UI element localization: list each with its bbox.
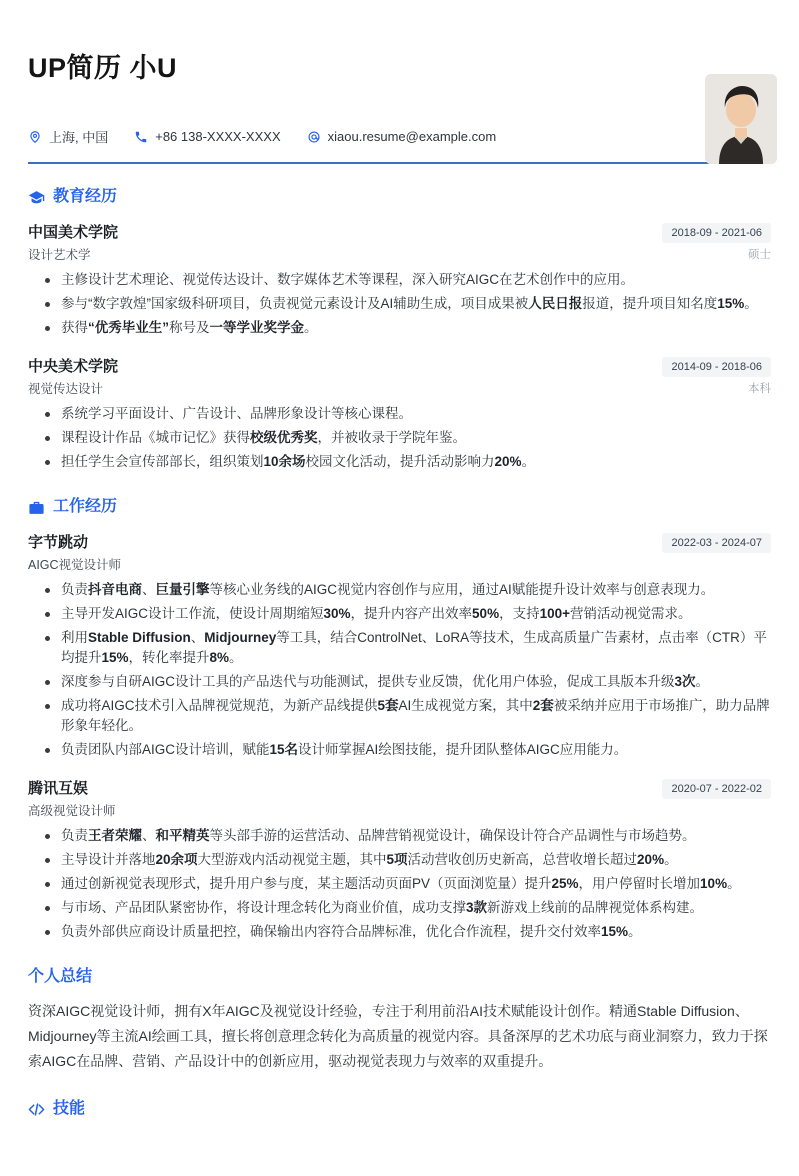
entry-date-badge: 2020-07 - 2022-02 (662, 779, 771, 799)
contact-phone-text: +86 138-XXXX-XXXX (155, 129, 281, 144)
bullet-item: 负责外部供应商设计质量把控，确保输出内容符合品牌标准，优化合作流程，提升交付效率15%。 (61, 922, 771, 942)
section-education-header (28, 186, 771, 208)
section-title: 个人总结 (28, 968, 93, 985)
resume-entry (28, 533, 771, 760)
graduation-cap-icon (28, 189, 45, 206)
briefcase-icon (28, 499, 45, 516)
section-summary (28, 966, 771, 1074)
location-icon (28, 130, 42, 144)
summary-text: 资深AIGC视觉设计师，拥有X年AIGC及视觉设计经验，专注于利用前沿AI技术赋能设计创作。精通Stable Diffusion、Midjourney等主流AI绘画工具，擅长将创意理念转化为高质量的视觉内容。具备深厚的艺术功底与商业洞察力，致力于探索AIGC在品牌、营销、产品设计中的创新应用，驱动视觉表现力与效率的双重提升。 (28, 1003, 768, 1069)
page-title: UP简历 小U (28, 53, 178, 83)
entry-date-badge: 2022-03 - 2024-07 (662, 533, 771, 553)
section-title: 工作经历 (53, 498, 118, 515)
resume-page (0, 46, 799, 1120)
bullet-item: 通过创新视觉表现形式，提升用户参与度，某主题活动页面PV（页面浏览量）提升25%，用户停留时长增加10%。 (61, 874, 771, 894)
entry-subtitle: 视觉传达设计 (28, 382, 104, 396)
entry-date-badge: 2014-09 - 2018-06 (662, 357, 771, 377)
entry-degree: 本科 (748, 383, 771, 395)
entry-subtitle: 设计艺术学 (28, 248, 91, 262)
entry-name: 字节跳动 (28, 534, 89, 551)
section-title: 技能 (53, 1100, 86, 1117)
resume-entry (28, 357, 771, 472)
bullet-item: 利用Stable Diffusion、Midjourney等工具，结合ControlNet、LoRA等技术，生成高质量广告素材，点击率（CTR）平均提升15%，转化率提升8%。 (61, 628, 771, 668)
bullet-item: 主导设计并落地20余项大型游戏内活动视觉主题，其中5项活动营收创历史新高，总营收增长超过20%。 (61, 850, 771, 870)
entry-degree: 硕士 (748, 249, 771, 261)
section-work-header (28, 496, 771, 518)
entry-subtitle: AIGC视觉设计师 (28, 558, 122, 572)
section-summary-header (28, 966, 771, 988)
profile-photo (705, 74, 777, 164)
section-work (28, 496, 771, 942)
phone-icon (134, 130, 148, 144)
entry-bullet-list (28, 826, 771, 942)
bullet-item: 深度参与自研AIGC设计工具的产品迭代与功能测试，提供专业反馈，优化用户体验，促成工具版本升级3次。 (61, 672, 771, 692)
entry-name: 中国美术学院 (28, 224, 119, 241)
contact-email-text: xiaou.resume@example.com (327, 129, 497, 144)
entry-bullet-list (28, 404, 771, 472)
bullet-item: 成功将AIGC技术引入品牌视觉规范，为新产品线提供5套AI生成视觉方案，其中2套被采纳并应用于市场推广，助力品牌形象年轻化。 (61, 696, 771, 736)
resume-entry (28, 223, 771, 338)
section-title: 教育经历 (53, 188, 118, 205)
section-skills-header (28, 1098, 771, 1120)
bullet-item: 主修设计艺术理论、视觉传达设计、数字媒体艺术等课程，深入研究AIGC在艺术创作中的应用。 (61, 270, 771, 290)
email-icon (307, 130, 321, 144)
entry-subtitle: 高级视觉设计师 (28, 804, 116, 818)
entry-name: 中央美术学院 (28, 358, 119, 375)
bullet-item: 参与“数字敦煌”国家级科研项目，负责视觉元素设计及AI辅助生成，项目成果被人民日报报道，提升项目知名度15%。 (61, 294, 771, 314)
bullet-item: 负责团队内部AIGC设计培训，赋能15名设计师掌握AI绘图技能，提升团队整体AIGC应用能力。 (61, 740, 771, 760)
education-entries (28, 223, 771, 472)
contact-location-text: 上海, 中国 (49, 130, 109, 145)
entry-name: 腾讯互娱 (28, 780, 89, 797)
contact-location (28, 127, 108, 146)
bullet-item: 课程设计作品《城市记忆》获得校级优秀奖，并被收录于学院年鉴。 (61, 428, 771, 448)
contact-email (307, 129, 497, 144)
bullet-item: 负责王者荣耀、和平精英等头部手游的运营活动、品牌营销视觉设计，确保设计符合产品调性与市场趋势。 (61, 826, 771, 846)
resume-entry (28, 779, 771, 942)
code-icon (28, 1101, 45, 1118)
bullet-item: 系统学习平面设计、广告设计、品牌形象设计等核心课程。 (61, 404, 771, 424)
section-skills (28, 1098, 771, 1120)
section-education (28, 186, 771, 472)
contact-phone (134, 129, 280, 144)
work-entries (28, 533, 771, 942)
bullet-item: 担任学生会宣传部部长，组织策划10余场校园文化活动，提升活动影响力20%。 (61, 452, 771, 472)
entry-date-badge: 2018-09 - 2021-06 (662, 223, 771, 243)
bullet-item: 负责抖音电商、巨量引擎等核心业务线的AIGC视觉内容创作与应用，通过AI赋能提升设计效率与创意表现力。 (61, 580, 771, 600)
entry-bullet-list (28, 580, 771, 760)
contact-row (28, 127, 771, 146)
bullet-item: 主导开发AIGC设计工作流，使设计周期缩短30%，提升内容产出效率50%，支持100+营销活动视觉需求。 (61, 604, 771, 624)
entry-bullet-list (28, 270, 771, 338)
header-divider (28, 162, 771, 164)
bullet-item: 与市场、产品团队紧密协作，将设计理念转化为商业价值，成功支撑3款新游戏上线前的品牌视觉体系构建。 (61, 898, 771, 918)
bullet-item: 获得“优秀毕业生”称号及一等学业奖学金。 (61, 318, 771, 338)
profile-photo-placeholder (705, 74, 777, 164)
